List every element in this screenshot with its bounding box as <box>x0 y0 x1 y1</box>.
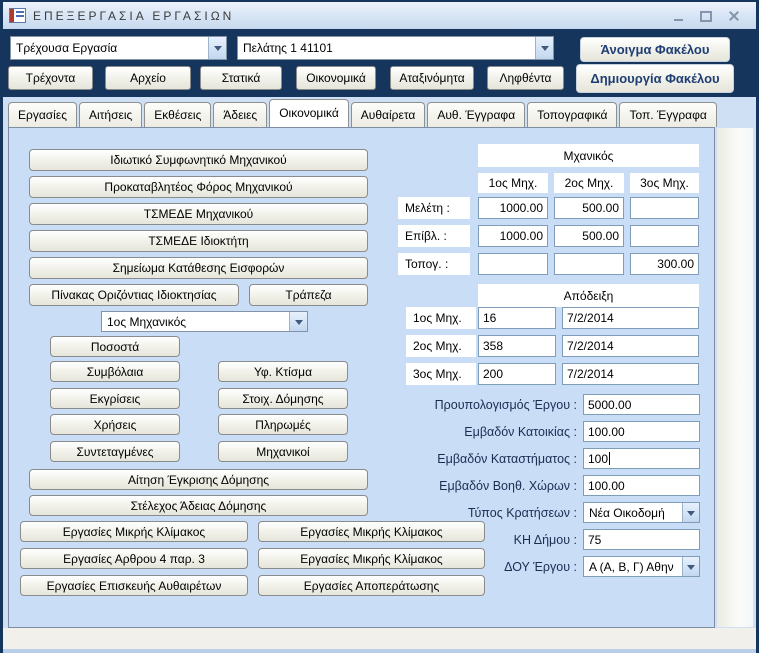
fees-input-epivl-2[interactable]: 500.00 <box>554 225 624 247</box>
contracts-button[interactable]: Συμβόλαια <box>50 361 180 382</box>
filter-statika-button[interactable]: Στατικά <box>200 66 282 90</box>
create-folder-button[interactable]: Δημιουργία Φακέλου <box>576 64 734 93</box>
private-agreement-button[interactable]: Ιδιωτικό Συμφωνητικό Μηχανικού <box>29 149 368 171</box>
client-select[interactable] <box>237 36 554 60</box>
text-cursor <box>609 452 610 465</box>
budget-label: Προυπολογισμός Έργου : <box>434 398 577 412</box>
existing-building-button[interactable]: Υφ. Κτίσμα <box>218 361 348 382</box>
tab-topografika[interactable]: Τοπογραφικά <box>527 102 617 127</box>
dropdown-arrow-icon[interactable] <box>682 503 699 522</box>
fees-input-topog-3[interactable]: 300.00 <box>630 253 699 275</box>
deduction-type-select[interactable] <box>583 502 700 523</box>
engineer-select[interactable] <box>101 311 308 332</box>
fees-row-label-topog: Τοπογ. : <box>398 253 470 275</box>
shop-area-label: Εμβαδόν Καταστήματος : <box>437 452 577 466</box>
fees-input-epivl-3[interactable] <box>630 225 699 247</box>
uses-button[interactable]: Χρήσεις <box>50 414 180 435</box>
approvals-button[interactable]: Εκγρίσεις <box>50 388 180 409</box>
form-icon <box>9 8 26 23</box>
fees-input-meleti-2[interactable]: 500.00 <box>554 197 624 219</box>
filter-arxeio-button[interactable]: Αρχείο <box>105 66 191 90</box>
fees-input-epivl-1[interactable]: 1000.00 <box>478 225 548 247</box>
tab-oikonomika[interactable]: Οικονομικά <box>269 99 349 127</box>
percentages-button[interactable]: Ποσοστά <box>50 336 180 357</box>
receipt-title: Απόδειξη <box>478 284 699 307</box>
current-job-select[interactable] <box>10 36 227 60</box>
window-border-left <box>0 0 3 653</box>
tab-aitiseis[interactable]: Αιτήσεις <box>79 102 142 127</box>
fees-row-label-meleti: Μελέτη : <box>398 197 470 219</box>
receipt-number-input-2[interactable]: 358 <box>478 335 556 357</box>
fees-input-meleti-1[interactable]: 1000.00 <box>478 197 548 219</box>
client-value: Πελάτης 1 41101 <box>243 41 333 55</box>
aux-area-input[interactable]: 100.00 <box>583 475 700 496</box>
filter-trexonta-button[interactable]: Τρέχοντα <box>8 66 93 90</box>
repair-works-button[interactable]: Εργασίες Επισκευής Αυθαιρέτων <box>20 575 248 596</box>
receipt-row-label-2: 2ος Μηχ. <box>406 335 476 357</box>
coordinates-button[interactable]: Συντεταγμένες <box>50 441 180 462</box>
window-bottom-edge <box>3 649 756 653</box>
building-approval-request-button[interactable]: Αίτηση Έγκρισης Δόμησης <box>29 469 368 490</box>
horizontal-ownership-button[interactable]: Πίνακας Οριζόντιας Ιδιοκτησίας <box>29 284 239 306</box>
small-scale-works-button-3[interactable]: Εργασίες Μικρής Κλίμακος <box>258 548 485 569</box>
withholding-tax-button[interactable]: Προκαταβλητέος Φόρος Μηχανικού <box>29 176 368 198</box>
residence-area-label: Εμβαδόν Κατοικίας : <box>464 425 577 439</box>
tab-bar <box>8 101 717 127</box>
residence-area-input[interactable]: 100.00 <box>583 421 700 442</box>
fees-input-topog-2[interactable] <box>554 253 624 275</box>
filter-oikonomika-button[interactable]: Οικονομικά <box>296 66 376 90</box>
dropdown-arrow-icon[interactable] <box>535 37 553 59</box>
tab-auth-eggrafa[interactable]: Αυθ. Έγγραφα <box>427 102 525 127</box>
dropdown-arrow-icon[interactable] <box>208 37 226 59</box>
receipt-date-input-1[interactable]: 7/2/2014 <box>562 307 699 329</box>
receipt-row-label-3: 3ος Μηχ. <box>406 363 476 385</box>
receipt-number-input-3[interactable]: 200 <box>478 363 556 385</box>
header-band <box>3 29 756 97</box>
tax-office-value: Α (Α, Β, Γ) Αθην <box>589 559 674 574</box>
article4-works-button[interactable]: Εργασίες Αρθρου 4 παρ. 3 <box>20 548 248 569</box>
small-scale-works-button-1[interactable]: Εργασίες Μικρής Κλίμακος <box>20 521 248 542</box>
deduction-type-label: Τύπος Κρατήσεων : <box>467 506 577 520</box>
current-job-value: Τρέχουσα Εργασία <box>16 41 118 55</box>
tab-adeies[interactable]: Άδειες <box>213 102 267 127</box>
tab-ergasies[interactable]: Εργασίες <box>8 102 77 127</box>
tsmede-owner-button[interactable]: ΤΣΜΕΔΕ Ιδιοκτήτη <box>29 230 368 252</box>
small-scale-works-button-2[interactable]: Εργασίες Μικρής Κλίμακος <box>258 521 485 542</box>
oikonomika-tab-page <box>8 127 715 628</box>
tab-ektheseis[interactable]: Εκθέσεις <box>144 102 211 127</box>
minimize-button[interactable] <box>672 10 684 22</box>
aux-area-label: Εμβαδόν Βοηθ. Χώρων : <box>439 479 577 493</box>
municipality-kh-input[interactable]: 75 <box>583 529 700 550</box>
receipt-number-input-1[interactable]: 16 <box>478 307 556 329</box>
deduction-type-value: Νέα Οικοδομή <box>589 505 665 520</box>
bank-button[interactable]: Τράπεζα <box>249 284 368 306</box>
payments-button[interactable]: Πληρωμές <box>218 414 348 435</box>
dropdown-arrow-icon[interactable] <box>682 557 699 576</box>
engineers-button[interactable]: Μηχανικοί <box>218 441 348 462</box>
maximize-button[interactable] <box>700 10 712 22</box>
municipality-kh-label: ΚΗ Δήμου : <box>513 533 577 547</box>
completion-works-button[interactable]: Εργασίες Αποπεράτωσης <box>258 575 485 596</box>
building-permit-stub-button[interactable]: Στέλεχος Άδειας Δόμησης <box>29 495 368 516</box>
close-button[interactable] <box>728 10 740 22</box>
filter-lifthenta-button[interactable]: Ληφθέντα <box>487 66 564 90</box>
tab-authaireta[interactable]: Αυθαίρετα <box>351 102 426 127</box>
tax-office-select[interactable] <box>583 556 700 577</box>
tsmede-engineer-button[interactable]: ΤΣΜΕΔΕ Μηχανικού <box>29 203 368 225</box>
structure-elements-button[interactable]: Στοιχ. Δόμησης <box>218 388 348 409</box>
fees-col-header-2: 2ος Μηχ. <box>554 173 624 193</box>
receipt-date-input-2[interactable]: 7/2/2014 <box>562 335 699 357</box>
fees-input-meleti-3[interactable] <box>630 197 699 219</box>
shop-area-input[interactable] <box>583 448 700 469</box>
tax-office-label: ΔΟΥ Έργου : <box>504 560 577 574</box>
fees-col-header-3: 3ος Μηχ. <box>630 173 699 193</box>
fees-input-topog-1[interactable] <box>478 253 548 275</box>
open-folder-button[interactable]: Άνοιγμα Φακέλου <box>580 37 730 62</box>
tab-top-eggrafa[interactable]: Τοπ. Έγγραφα <box>619 102 716 127</box>
right-margin-strip <box>717 128 753 627</box>
window-controls <box>672 8 740 24</box>
contributions-note-button[interactable]: Σημείωμα Κατάθεσης Εισφορών <box>29 257 368 279</box>
window-title: ΕΠΕΞΕΡΓΑΣΙΑ ΕΡΓΑΣΙΩΝ <box>33 8 235 23</box>
receipt-date-input-3[interactable]: 7/2/2014 <box>562 363 699 385</box>
filter-ataxinomita-button[interactable]: Αταξινόμητα <box>390 66 474 90</box>
shop-area-value: 100 <box>588 451 609 466</box>
dropdown-arrow-icon[interactable] <box>289 312 307 331</box>
engineer-value: 1ος Μηχανικός <box>107 314 187 329</box>
fees-title: Μχανικός <box>478 144 699 167</box>
budget-input[interactable]: 5000.00 <box>583 394 700 415</box>
fees-col-header-1: 1ος Μηχ. <box>478 173 548 193</box>
receipt-row-label-1: 1ος Μηχ. <box>406 307 476 329</box>
title-bar <box>3 2 756 29</box>
fees-row-label-epivl: Επίβλ. : <box>398 225 470 247</box>
